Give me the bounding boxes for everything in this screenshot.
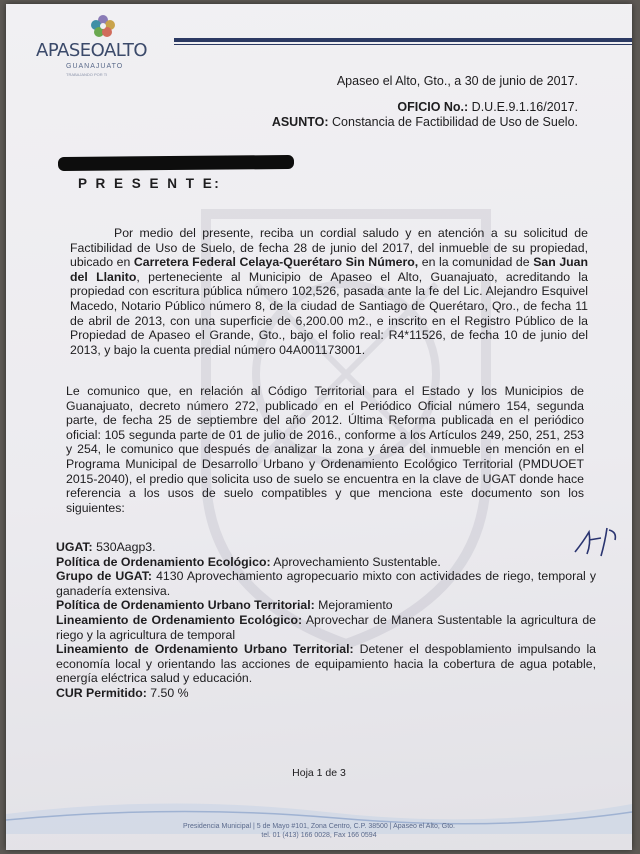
ugat-value: 530Aagp3. (92, 540, 156, 554)
pout-value: Mejoramiento (314, 598, 393, 613)
poe-label: Política de Ordenamiento Ecológico: (56, 554, 271, 569)
grupo-label: Grupo de UGAT: (56, 569, 153, 584)
lut-label: Lineamiento de Ordenamiento Urbano Territorial: (56, 642, 354, 657)
footer-address (6, 822, 632, 840)
cur-label: CUR Permitido: (56, 685, 147, 700)
item-lineamiento-ecologico (56, 613, 596, 642)
oficio-label: OFICIO No.: (397, 100, 469, 114)
cur-value: 7.50 % (146, 685, 189, 700)
item-politica-ecologico (56, 555, 596, 570)
logo-name: APASEOALTO (36, 40, 148, 61)
grupo-value: 4130 Aprovechamiento agropecuario mixto con actividades de riego, temporal y ganadería extensiva. (56, 569, 596, 598)
intro-community: San Juan del Llanito (70, 255, 589, 284)
oficio-value: D.U.E.9.1.16/2017. (471, 100, 578, 114)
date-line: Apaseo el Alto, Gto., a 30 de junio de 2017. (336, 74, 578, 88)
le-value: Aprovechar de Manera Sustentable la agricultura de riego y la agricultura de temporal (56, 612, 596, 642)
document-page (6, 4, 632, 850)
municipal-logo (36, 12, 166, 80)
poe-value: Aprovechamiento Sustentable. (270, 554, 441, 569)
lut-value: Detener el despoblamiento impulsando la economía local y orientando las acciones de equipamiento hacia la cobertura de agua potable, energía eléctrica salud y educación. (56, 642, 597, 686)
footer-line-1: Presidencia Municipal | 5 de Mayo #101, Zona Centro, C.P. 38500 | Apaseo el Alto, Gto. (182, 823, 455, 830)
redacted-recipient (58, 155, 294, 171)
asunto-label: ASUNTO: (271, 115, 329, 129)
intro-paragraph (70, 226, 588, 357)
item-ugat (56, 540, 596, 555)
intro-text-2: en la comunidad de (418, 255, 534, 270)
item-grupo-ugat (56, 569, 596, 598)
asunto-value: Constancia de Factibilidad de Uso de Suelo. (332, 115, 578, 129)
item-lineamiento-urbano (56, 642, 596, 686)
intro-text-1: Por medio del presente, reciba un cordial saludo y en atención a su solicitud de Factibilidad de Uso de Suelo, de fecha 28 de junio del 2017, del inmueble de su propiedad, ubicado en (70, 226, 588, 270)
page-number: Hoja 1 de 3 (292, 767, 346, 779)
legal-basis-paragraph: Le comunico que, en relación al Código Territorial para el Estado y los Municipios de Guanajuato, decreto número 272, publicado en el Periódico Oficial número 154, segunda parte, de fecha 25 de septiembre del año 2012. Última Reforma publicada en el periódico oficial: 105 segunda parte de 01 de julio de 2016., conforme a los Artículos 249, 250, 251, 253 y 254, le comunico que después de analizar la zona y área del inmueble en mención en el Programa Municipal de Desarrollo Urbano y Ordenamiento Ecológico Territorial (PMDUOET 2015-2040), el predio que solicita uso de suelo se encuentra en la clave de UGAT donde hace referencia a los usos de suelo compatibles y que menciona este documento son los siguientes: (66, 384, 584, 515)
pout-label: Política de Ordenamiento Urbano Territorial: (56, 598, 315, 613)
footer-line-2: tel. 01 (413) 166 0028, Fax 166 0594 (261, 832, 377, 839)
header-rule-thin (174, 44, 632, 45)
land-use-items (56, 540, 596, 701)
ugat-label: UGAT: (56, 540, 93, 554)
logo-state: GUANAJUATO (66, 63, 124, 70)
intro-address: Carretera Federal Celaya-Querétaro Sin Número, (133, 255, 419, 270)
item-cur (56, 686, 596, 701)
flower-logo-icon (86, 12, 120, 42)
le-label: Lineamiento de Ordenamiento Ecológico: (56, 612, 303, 627)
greeting: P R E S E N T E: (78, 176, 222, 191)
oficio-line (397, 100, 578, 114)
asunto-line (272, 115, 578, 129)
intro-text-3: , perteneciente al Municipio de Apaseo el Alto, Guanajuato, acreditando la propiedad con escritura pública número 102,526, pasada ante la fe del Lic. Alejandro Esquivel Macedo, Notario Público número 8, de la ciudad de Santiago de Querétaro, Qro., de fecha 11 de abril de 2013, con una superficie de 6,200.00 m2., e inscrito en el Registro Público de la Propiedad de Apaseo el Grande, Gto., bajo el folio real: R4*11526, de fecha 10 de junio del 2013, y bajo la cuenta predial número 04A001173001. (70, 269, 588, 357)
item-politica-urbano (56, 598, 596, 613)
header-rule (174, 38, 632, 42)
logo-motto: TRABAJANDO POR TI (66, 72, 108, 77)
